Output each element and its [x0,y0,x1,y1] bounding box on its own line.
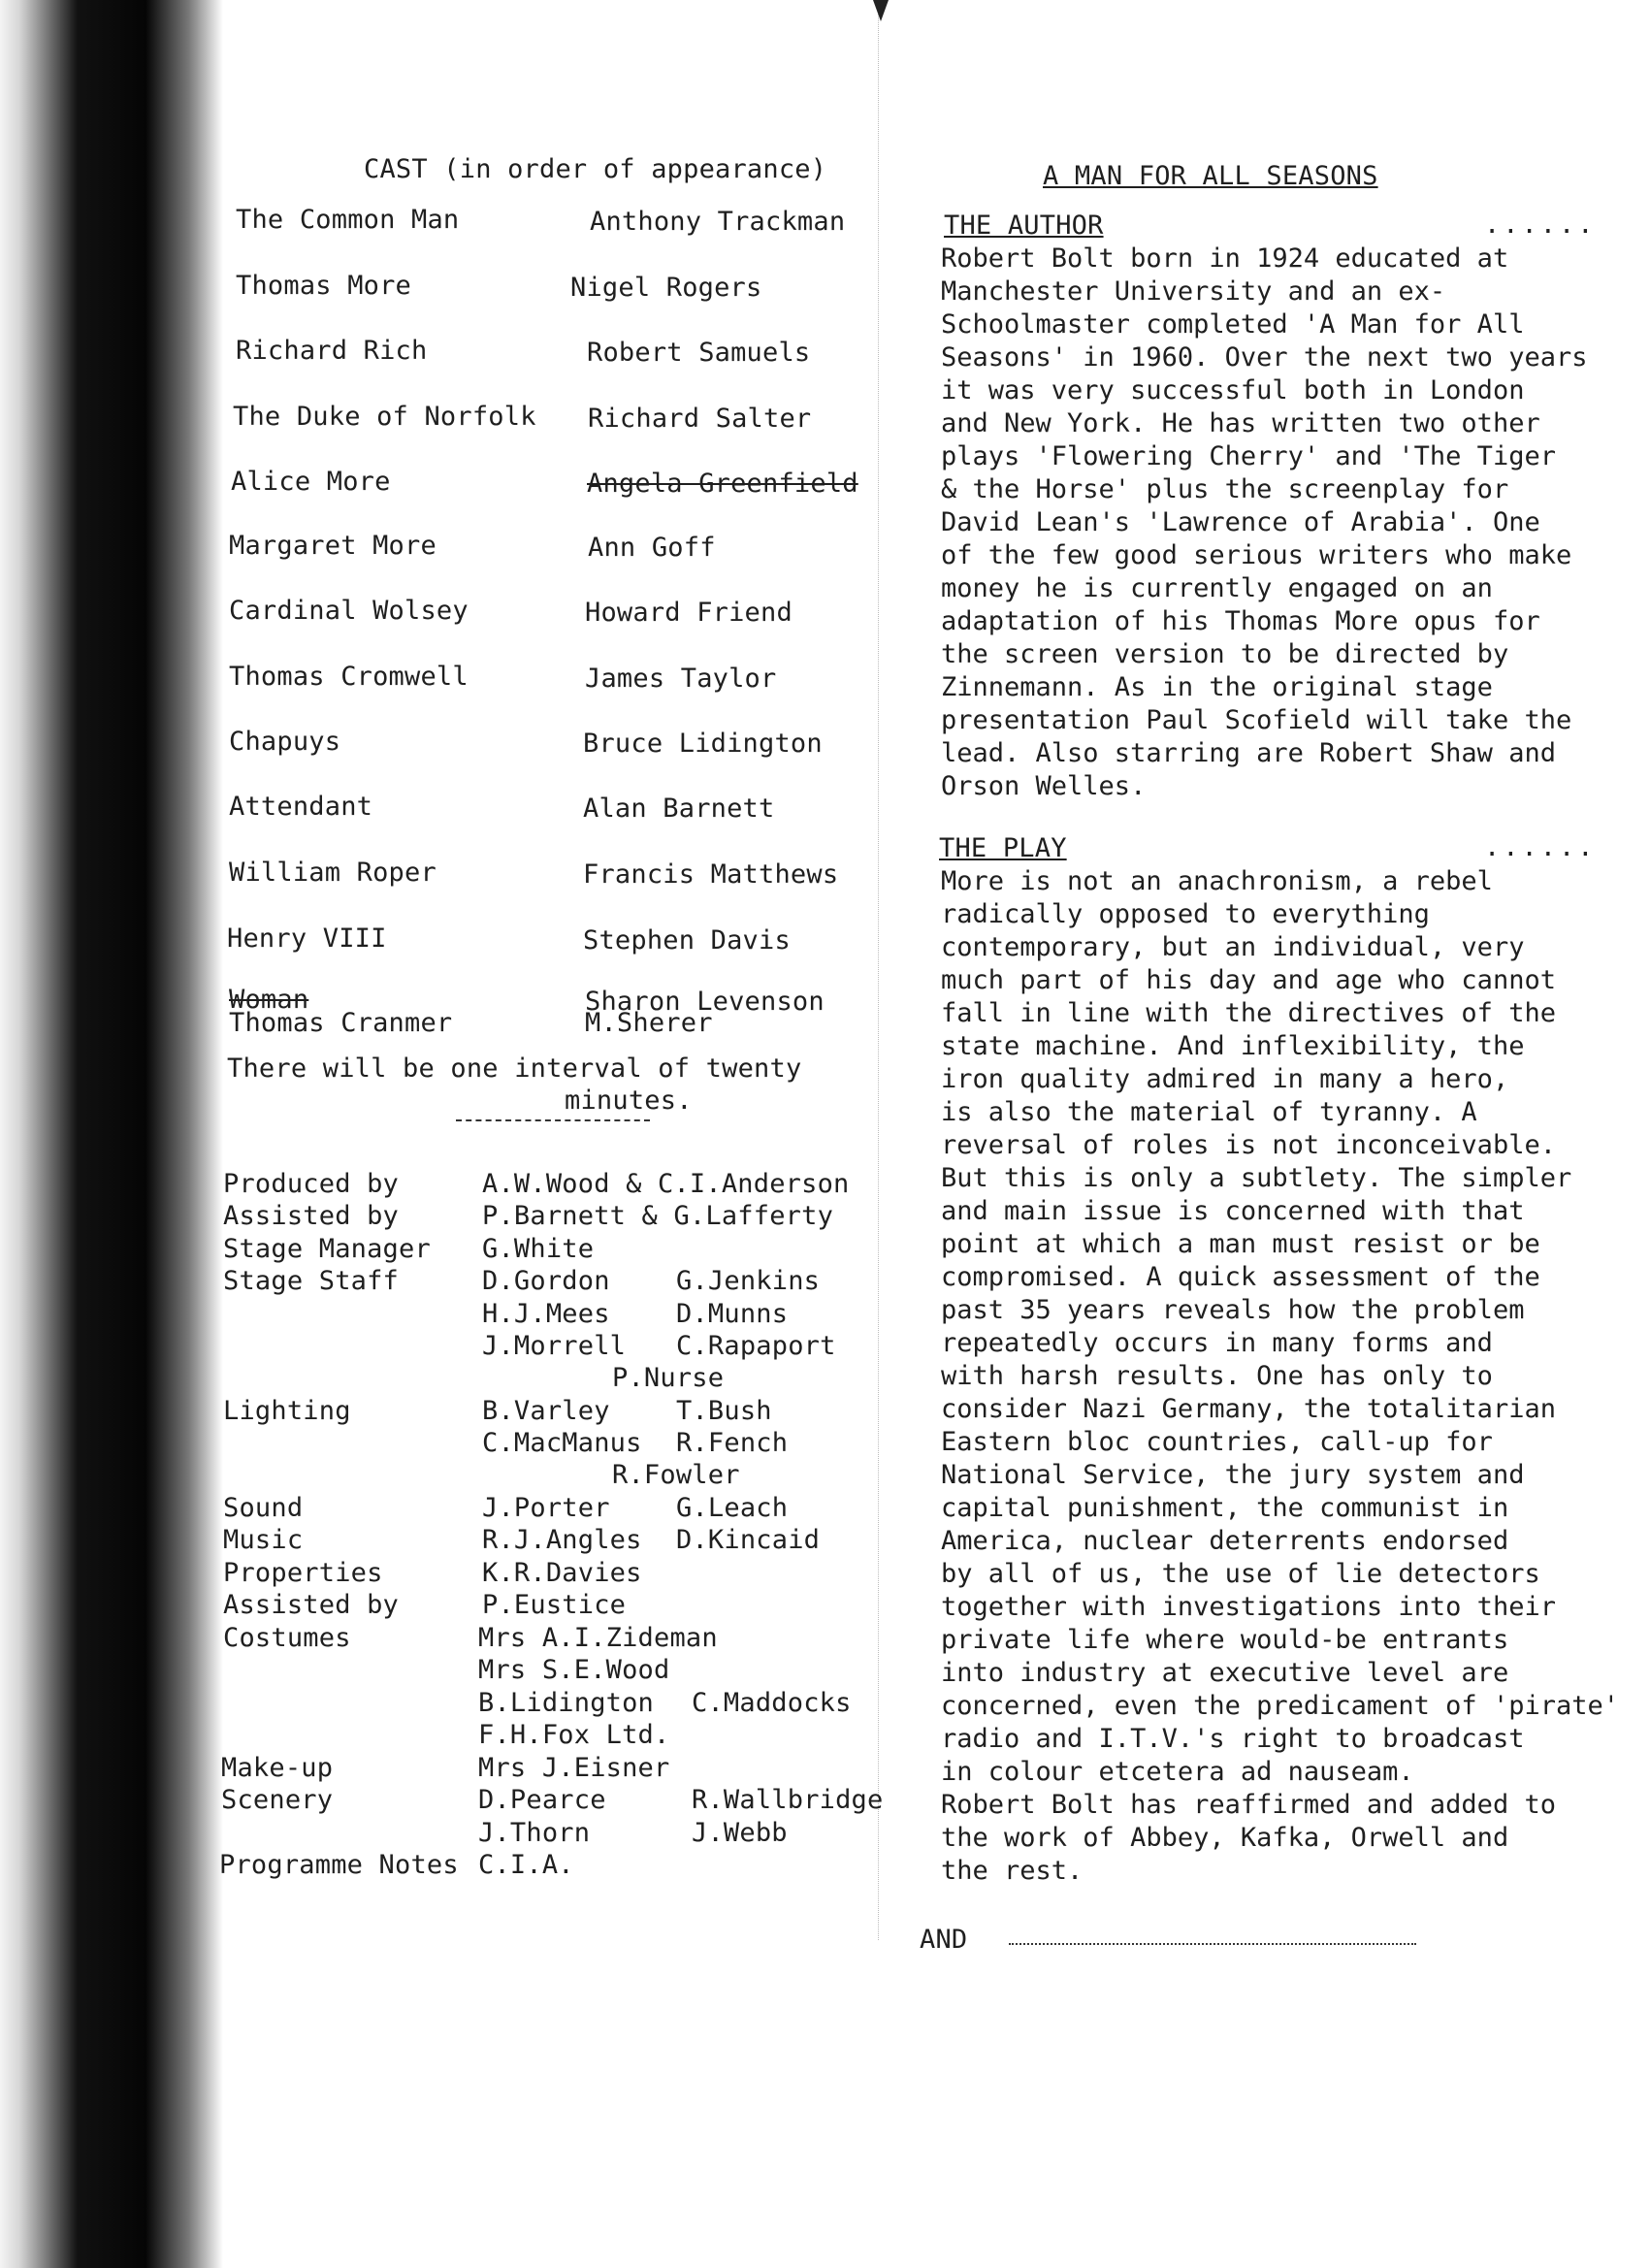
cast-heading: CAST (in order of appearance) [364,154,827,184]
cast-role: Richard Rich [236,336,428,366]
text-line: much part of his day and age who cannot [941,965,1556,995]
cast-role: The Common Man [236,205,460,235]
text-line: together with investigations into their [941,1592,1556,1622]
crew-value: C.I.A. [478,1850,574,1880]
crew-value: G.Leach [676,1493,789,1523]
cast-actor: Francis Matthews [583,859,839,890]
cast-role: Chapuys [229,727,341,757]
text-line: capital punishment, the communist in [941,1493,1509,1523]
interval-divider [456,1119,650,1121]
play-title: A MAN FOR ALL SEASONS [1043,161,1378,191]
crew-value: R.J.Angles [482,1525,642,1555]
text-line: adaptation of his Thomas More opus for [941,606,1540,636]
crew-value: C.MacManus [482,1428,642,1458]
text-line: compromised. A quick assessment of the [941,1262,1540,1292]
interval-note-cont: minutes. [565,1085,693,1116]
crew-label: Programme Notes [219,1850,459,1880]
cast-role: Margaret More [229,531,437,561]
footer-continuation: AND [920,1925,968,1955]
text-line: contemporary, but an individual, very [941,932,1525,962]
text-line: in colour etcetera ad nauseam. [941,1757,1414,1787]
cast-actor: Angela Greenfield [587,469,858,499]
crew-value: R.Wallbridge [692,1785,884,1815]
crew-value: J.Thorn [478,1818,591,1848]
text-line: reversal of roles is not inconceivable. [941,1130,1556,1160]
play-paragraph [941,865,1639,1888]
text-line: Robert Bolt has reaffirmed and added to [941,1790,1556,1820]
crew-value: P.Barnett & G.Lafferty [482,1201,834,1231]
text-line: Orson Welles. [941,771,1147,801]
text-line: the rest. [941,1856,1084,1886]
crew-value: Mrs A.I.Zideman [478,1623,718,1653]
text-line: lead. Also starring are Robert Shaw and [941,738,1556,768]
text-line: and main issue is concerned with that [941,1196,1525,1226]
crew-value: K.R.Davies [482,1558,642,1588]
crew-value: D.Pearce [478,1785,606,1815]
crew-label: Assisted by [223,1201,400,1231]
cast-actor: Sharon Levenson [585,987,825,1017]
text-line: of the few good serious writers who make [941,540,1572,570]
cast-role: Woman [229,985,309,1015]
text-line: National Service, the jury system and [941,1460,1525,1490]
cast-role: Cardinal Wolsey [229,596,469,626]
cast-actor: Robert Samuels [587,338,811,368]
cast-role: Thomas Cromwell [229,662,469,692]
cast-role: Thomas More [236,271,412,301]
text-line: iron quality admired in many a hero, [941,1064,1509,1094]
crew-value: D.Gordon [482,1266,610,1296]
text-line: consider Nazi Germany, the totalitarian [941,1394,1556,1424]
text-line: But this is only a subtlety. The simpler [941,1163,1572,1193]
crew-value: C.Rapaport [676,1331,836,1361]
crew-value: Mrs J.Eisner [478,1753,670,1783]
text-line: the screen version to be directed by [941,639,1509,669]
crew-value: J.Webb [692,1818,788,1848]
interval-note: There will be one interval of twenty [227,1053,802,1084]
crew-label: Properties [223,1558,383,1588]
crew-value: F.H.Fox Ltd. [478,1720,670,1750]
crew-value: Mrs S.E.Wood [478,1655,670,1685]
cast-actor: Bruce Lidington [583,729,823,759]
scan-shadow-edge [0,0,223,2268]
crew-value: P.Eustice [482,1590,627,1620]
cast-actor: James Taylor [585,664,777,694]
text-line: Seasons' in 1960. Over the next two years [941,342,1588,373]
crew-label: Lighting [223,1396,351,1426]
cast-actor: Ann Goff [588,533,716,563]
cast-actor: Howard Friend [585,598,793,628]
crew-value: T.Bush [676,1396,772,1426]
cast-role: William Roper [229,858,437,888]
cast-actor: Alan Barnett [583,794,775,824]
cast-role: Thomas Cranmer [229,1008,453,1038]
text-line: past 35 years reveals how the problem [941,1295,1525,1325]
text-line: is also the material of tyranny. A [941,1097,1477,1127]
crew-value: B.Lidington [478,1688,655,1718]
text-line: repeatedly occurs in many forms and [941,1328,1493,1358]
text-line: with harsh results. One has only to [941,1361,1493,1391]
text-line: & the Horse' plus the screenplay for [941,474,1509,504]
cast-actor: M.Sherer [585,1008,713,1038]
crew-value: G.Jenkins [676,1266,821,1296]
crew-value: D.Kincaid [676,1525,821,1555]
crew-label: Stage Staff [223,1266,400,1296]
play-heading: THE PLAY [939,833,1067,863]
text-line: point at which a man must resist or be [941,1229,1540,1259]
text-line: money he is currently engaged on an [941,573,1493,603]
text-line: into industry at executive level are [941,1658,1509,1688]
cast-role: The Duke of Norfolk [233,402,536,432]
crew-label: Make-up [221,1753,334,1783]
text-line: Robert Bolt born in 1924 educated at [941,243,1509,274]
cast-actor: Nigel Rogers [570,273,762,303]
cast-role: Alice More [231,467,391,497]
text-line: Zinnemann. As in the original stage [941,672,1493,702]
crew-value: A.W.Wood & C.I.Anderson [482,1169,850,1199]
text-line: presentation Paul Scofield will take the [941,705,1572,735]
text-line: Eastern bloc countries, call-up for [941,1427,1493,1457]
text-line: More is not an anachronism, a rebel [941,866,1493,896]
text-line: fall in line with the directives of the [941,998,1556,1028]
crew-value: J.Morrell [482,1331,627,1361]
text-line: the work of Abbey, Kafka, Orwell and [941,1823,1509,1853]
text-line: Manchester University and an ex- [941,276,1446,307]
crew-value: R.Fench [676,1428,789,1458]
crew-value: H.J.Mees [482,1299,610,1329]
crew-value: G.White [482,1234,595,1264]
text-line: state machine. And inflexibility, the [941,1031,1525,1061]
fold-mark [873,0,889,21]
text-line: Schoolmaster completed 'A Man for All [941,309,1525,340]
crew-value: J.Porter [482,1493,610,1523]
text-line: America, nuclear deterrents endorsed [941,1526,1509,1556]
crew-label: Sound [223,1493,304,1523]
crew-label: Costumes [223,1623,351,1653]
cast-role: Attendant [229,792,373,822]
crew-label: Produced by [223,1169,400,1199]
cast-actor: Richard Salter [588,404,812,434]
text-line: it was very successful both in London [941,375,1525,405]
cast-role: Henry VIII [227,923,387,954]
text-line: concerned, even the predicament of 'pirate' [941,1691,1619,1721]
play-dots: ...... [1484,832,1597,862]
footer-rule [1009,1943,1416,1945]
crew-value: P.Nurse [612,1363,725,1393]
text-line: plays 'Flowering Cherry' and 'The Tiger [941,441,1556,471]
text-line: and New York. He has written two other [941,408,1540,438]
crew-value: C.Maddocks [692,1688,852,1718]
crew-label: Scenery [221,1785,334,1815]
text-line: radio and I.T.V.'s right to broadcast [941,1724,1525,1754]
crew-label: Stage Manager [223,1234,431,1264]
crew-label: Assisted by [223,1590,400,1620]
cast-actor: Stephen Davis [583,925,791,956]
crew-value: B.Varley [482,1396,610,1426]
author-paragraph [941,243,1639,803]
text-line: by all of us, the use of lie detectors [941,1559,1540,1589]
text-line: radically opposed to everything [941,899,1430,929]
page-fold [878,0,881,1940]
text-line: David Lean's 'Lawrence of Arabia'. One [941,507,1540,537]
author-dots: ...... [1484,210,1597,240]
text-line: private life where would-be entrants [941,1625,1509,1655]
crew-value: D.Munns [676,1299,789,1329]
cast-actor: Anthony Trackman [590,207,846,237]
author-heading: THE AUTHOR [944,211,1104,241]
crew-label: Music [223,1525,304,1555]
crew-value: R.Fowler [612,1460,740,1490]
